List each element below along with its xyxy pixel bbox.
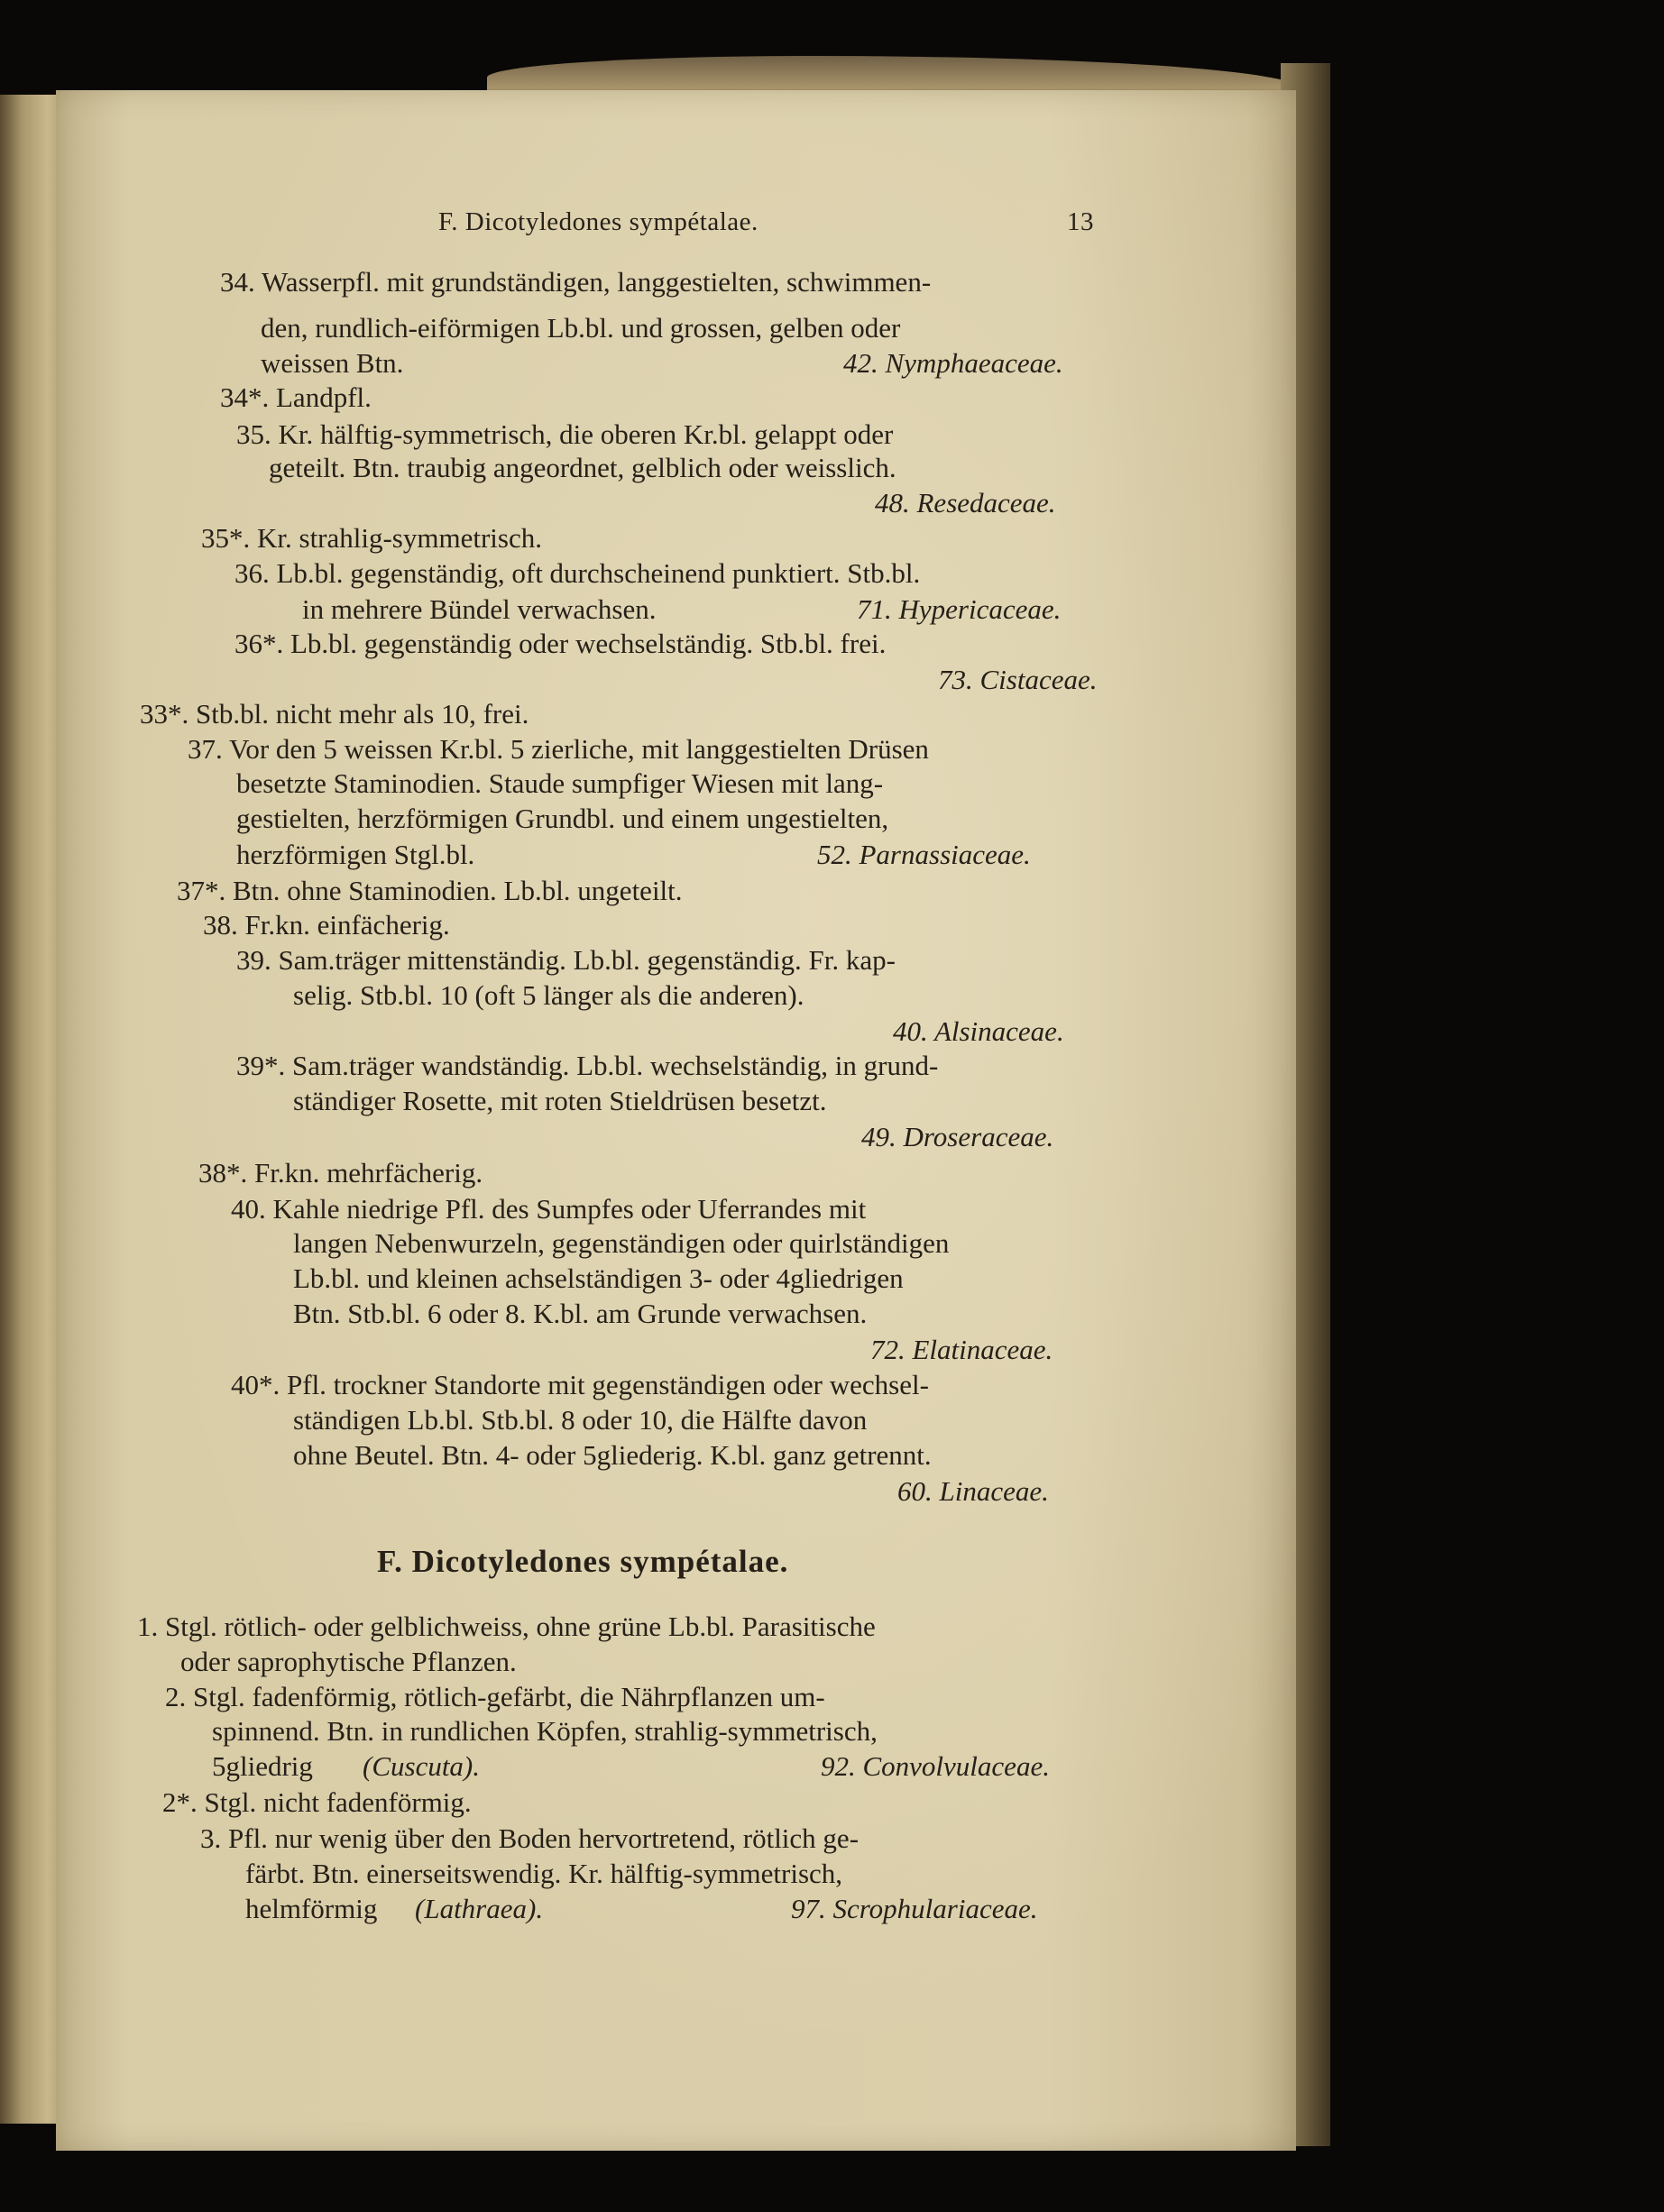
key-line: herzförmigen Stgl.bl.	[236, 839, 475, 870]
key-line: 1. Stgl. rötlich- oder gelblichweiss, ohne grüne Lb.bl. Parasitische	[137, 1611, 876, 1642]
page-number: 13	[1067, 207, 1094, 236]
key-line: 38*. Fr.kn. mehrfächerig.	[198, 1157, 483, 1189]
key-line: in mehrere Bündel verwachsen.	[302, 593, 657, 625]
family-reference: 49. Droseraceae.	[861, 1121, 1054, 1152]
key-line: besetzte Staminodien. Staude sumpfiger Wiesen mit lang-	[236, 767, 884, 799]
key-line: geteilt. Btn. traubig angeordnet, gelblich oder weisslich.	[269, 452, 896, 483]
genus-note: (Lathraea).	[415, 1893, 544, 1924]
key-line: Lb.bl. und kleinen achselständigen 3- oder 4gliedrigen	[293, 1262, 904, 1294]
key-line: 34. Wasserpfl. mit grundständigen, langgestielten, schwimmen-	[220, 266, 932, 298]
key-line: 2. Stgl. fadenförmig, rötlich-gefärbt, die Nährpflanzen um-	[165, 1681, 825, 1712]
family-reference: 60. Linaceae.	[897, 1475, 1049, 1507]
key-line: färbt. Btn. einerseitswendig. Kr. hälftig-symmetrisch,	[245, 1858, 843, 1889]
key-line: 37. Vor den 5 weissen Kr.bl. 5 zierliche, mit langgestielten Drüsen	[188, 733, 929, 765]
key-line: 39. Sam.träger mittenständig. Lb.bl. gegenständig. Fr. kap-	[236, 944, 896, 976]
key-line: 34*. Landpfl.	[220, 381, 372, 413]
key-line: weissen Btn.	[261, 347, 404, 379]
family-reference: 42. Nymphaeaceae.	[843, 347, 1063, 379]
family-reference: 40. Alsinaceae.	[893, 1015, 1064, 1047]
family-reference: 48. Resedaceae.	[875, 487, 1056, 519]
key-line: 40. Kahle niedrige Pfl. des Sumpfes oder Uferrandes mit	[231, 1193, 867, 1225]
section-heading: F. Dicotyledones sympétalae.	[377, 1544, 789, 1579]
key-line: oder saprophytische Pflanzen.	[180, 1646, 517, 1677]
key-line: 39*. Sam.träger wandständig. Lb.bl. wechselständig, in grund-	[236, 1050, 939, 1081]
family-reference: 71. Hypericaceae.	[857, 593, 1062, 625]
key-line: den, rundlich-eiförmigen Lb.bl. und grossen, gelben oder	[261, 312, 901, 344]
genus-note: (Cuscuta).	[363, 1750, 481, 1782]
key-line: 35. Kr. hälftig-symmetrisch, die oberen Kr.bl. gelappt oder	[236, 418, 894, 450]
family-reference: 92. Convolvulaceae.	[821, 1750, 1050, 1782]
key-line: Btn. Stb.bl. 6 oder 8. K.bl. am Grunde verwachsen.	[293, 1298, 868, 1329]
key-line: 5gliedrig	[212, 1750, 313, 1782]
key-line: 40*. Pfl. trockner Standorte mit gegenständigen oder wechsel-	[231, 1369, 929, 1400]
key-line: 33*. Stb.bl. nicht mehr als 10, frei.	[140, 698, 529, 730]
key-line: spinnend. Btn. in rundlichen Köpfen, strahlig-symmetrisch,	[212, 1715, 878, 1747]
family-reference: 97. Scrophulariaceae.	[791, 1893, 1038, 1924]
key-line: ohne Beutel. Btn. 4- oder 5gliederig. K.bl. ganz getrennt.	[293, 1439, 932, 1471]
key-line: 38. Fr.kn. einfächerig.	[203, 909, 450, 941]
key-line: 3. Pfl. nur wenig über den Boden hervortretend, rötlich ge-	[200, 1822, 860, 1854]
key-line: ständigen Lb.bl. Stb.bl. 8 oder 10, die Hälfte davon	[293, 1404, 868, 1436]
key-line: 35*. Kr. strahlig-symmetrisch.	[201, 522, 542, 554]
key-line: langen Nebenwurzeln, gegenständigen oder quirlständigen	[293, 1227, 950, 1259]
family-reference: 72. Elatinaceae.	[870, 1334, 1053, 1365]
key-line: helmförmig	[245, 1893, 378, 1924]
key-line: ständiger Rosette, mit roten Stieldrüsen besetzt.	[293, 1085, 827, 1116]
key-line: selig. Stb.bl. 10 (oft 5 länger als die anderen).	[293, 979, 804, 1011]
key-line: 36*. Lb.bl. gegenständig oder wechselständig. Stb.bl. frei.	[234, 628, 887, 659]
key-line: 36. Lb.bl. gegenständig, oft durchscheinend punktiert. Stb.bl.	[234, 557, 921, 589]
key-line: 2*. Stgl. nicht fadenförmig.	[162, 1786, 472, 1818]
family-reference: 52. Parnassiaceae.	[817, 839, 1031, 870]
key-line: gestielten, herzförmigen Grundbl. und einem ungestielten,	[236, 803, 889, 834]
family-reference: 73. Cistaceae.	[938, 664, 1098, 695]
key-line: 37*. Btn. ohne Staminodien. Lb.bl. ungeteilt.	[177, 875, 683, 906]
running-title: F. Dicotyledones sympétalae.	[438, 207, 758, 236]
